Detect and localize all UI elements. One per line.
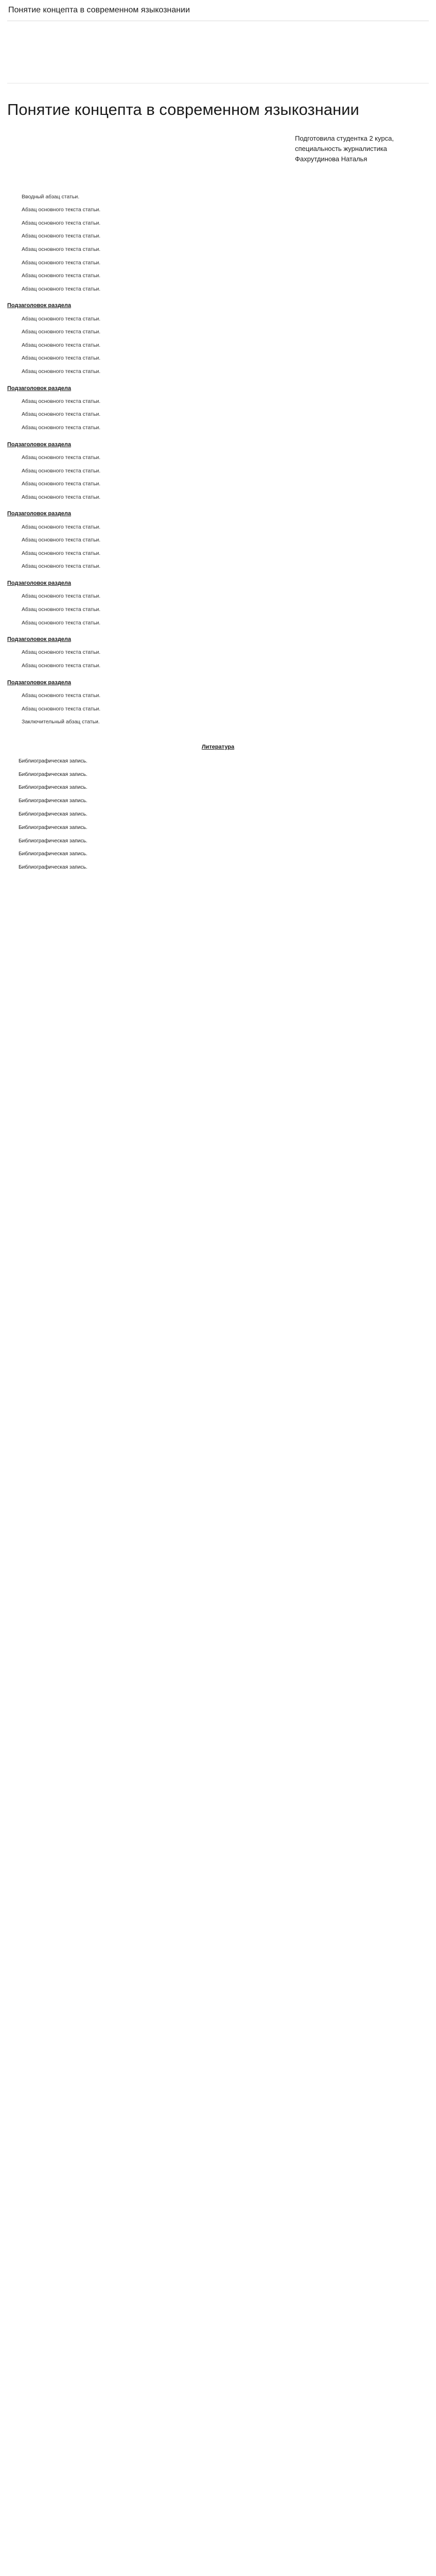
author-line-1: Подготовила студентка 2 курса, bbox=[295, 134, 394, 143]
reference-item bbox=[7, 863, 429, 872]
section-heading: Подзаголовок раздела bbox=[7, 679, 72, 686]
paragraph: Абзац основного текста статьи. bbox=[22, 494, 101, 500]
reference-text: Библиографическая запись. bbox=[19, 811, 88, 817]
paragraph: Абзац основного текста статьи. bbox=[22, 246, 101, 252]
paragraph: Абзац основного текста статьи. bbox=[22, 425, 101, 431]
author-line-3: Фахрутдинова Наталья bbox=[295, 155, 368, 163]
reference-item bbox=[7, 757, 429, 766]
section-heading: Подзаголовок раздела bbox=[7, 636, 72, 643]
paragraph: Абзац основного текста статьи. bbox=[22, 315, 101, 322]
paragraph: Абзац основного текста статьи. bbox=[22, 329, 101, 335]
page-header bbox=[7, 0, 429, 21]
reference-item bbox=[7, 784, 429, 792]
references-title: Литература bbox=[201, 743, 235, 750]
reference-item bbox=[7, 771, 429, 779]
reference-number bbox=[7, 797, 19, 805]
document-body bbox=[7, 193, 429, 726]
page-header-title: Понятие концепта в современном языкознании bbox=[8, 6, 190, 14]
paragraph: Абзац основного текста статьи. bbox=[22, 663, 101, 669]
paragraph: Абзац основного текста статьи. bbox=[22, 563, 101, 570]
reference-item bbox=[7, 824, 429, 832]
paragraph: Абзац основного текста статьи. bbox=[22, 219, 101, 226]
paragraph: Абзац основного текста статьи. bbox=[22, 259, 101, 266]
section-heading: Подзаголовок раздела bbox=[7, 580, 72, 586]
reference-number bbox=[7, 784, 19, 792]
reference-item bbox=[7, 837, 429, 845]
paragraph: Абзац основного текста статьи. bbox=[22, 207, 101, 213]
paragraph: Абзац основного текста статьи. bbox=[22, 481, 101, 487]
paragraph: Абзац основного текста статьи. bbox=[22, 593, 101, 600]
section-heading: Подзаголовок раздела bbox=[7, 302, 72, 309]
paragraph: Абзац основного текста статьи. bbox=[22, 550, 101, 556]
reference-item bbox=[7, 797, 429, 805]
reference-number bbox=[7, 863, 19, 872]
reference-number bbox=[7, 757, 19, 766]
reference-text: Библиографическая запись. bbox=[19, 824, 88, 831]
paragraph: Абзац основного текста статьи. bbox=[22, 649, 101, 656]
paragraph: Абзац основного текста статьи. bbox=[22, 411, 101, 418]
section-heading: Подзаголовок раздела bbox=[7, 511, 72, 517]
reference-number bbox=[7, 824, 19, 832]
reference-number bbox=[7, 837, 19, 845]
paragraph: Абзац основного текста статьи. bbox=[22, 233, 101, 240]
document-container bbox=[7, 83, 429, 897]
reference-text: Библиографическая запись. bbox=[19, 771, 88, 777]
reference-text: Библиографическая запись. bbox=[19, 838, 88, 844]
author-block bbox=[295, 133, 429, 164]
paragraph: Абзац основного текста статьи. bbox=[22, 355, 101, 362]
paragraph: Абзац основного текста статьи. bbox=[22, 285, 101, 292]
paragraph: Абзац основного текста статьи. bbox=[22, 273, 101, 279]
reference-text: Библиографическая запись. bbox=[19, 758, 88, 764]
paragraph: Абзац основного текста статьи. bbox=[22, 342, 101, 348]
reference-number bbox=[7, 810, 19, 819]
references-list bbox=[7, 757, 429, 872]
paragraph: Абзац основного текста статьи. bbox=[22, 368, 101, 375]
paragraph: Абзац основного текста статьи. bbox=[22, 606, 101, 613]
paragraph: Заключительный абзац статьи. bbox=[22, 719, 100, 725]
page-bottom-space bbox=[7, 877, 429, 897]
paragraph: Абзац основного текста статьи. bbox=[22, 454, 101, 461]
paragraph: Абзац основного текста статьи. bbox=[22, 537, 101, 544]
reference-number bbox=[7, 850, 19, 858]
paragraph: Абзац основного текста статьи. bbox=[22, 467, 101, 474]
section-heading: Подзаголовок раздела bbox=[7, 385, 72, 392]
author-line-2: специальность журналистика bbox=[295, 145, 387, 153]
document-title: Понятие концепта в современном языкознании bbox=[7, 100, 359, 118]
reference-text: Библиографическая запись. bbox=[19, 798, 88, 804]
section-heading: Подзаголовок раздела bbox=[7, 441, 72, 448]
reference-number bbox=[7, 771, 19, 779]
paragraph: Абзац основного текста статьи. bbox=[22, 692, 101, 699]
reference-text: Библиографическая запись. bbox=[19, 865, 88, 871]
paragraph: Абзац основного текста статьи. bbox=[22, 705, 101, 712]
reference-text: Библиографическая запись. bbox=[19, 851, 88, 857]
paragraph: Абзац основного текста статьи. bbox=[22, 398, 101, 404]
paragraph: Абзац основного текста статьи. bbox=[22, 523, 101, 530]
reference-text: Библиографическая запись. bbox=[19, 785, 88, 791]
reference-item bbox=[7, 850, 429, 858]
paragraph: Вводный абзац статьи. bbox=[22, 193, 80, 200]
reference-item bbox=[7, 810, 429, 819]
paragraph: Абзац основного текста статьи. bbox=[22, 619, 101, 626]
